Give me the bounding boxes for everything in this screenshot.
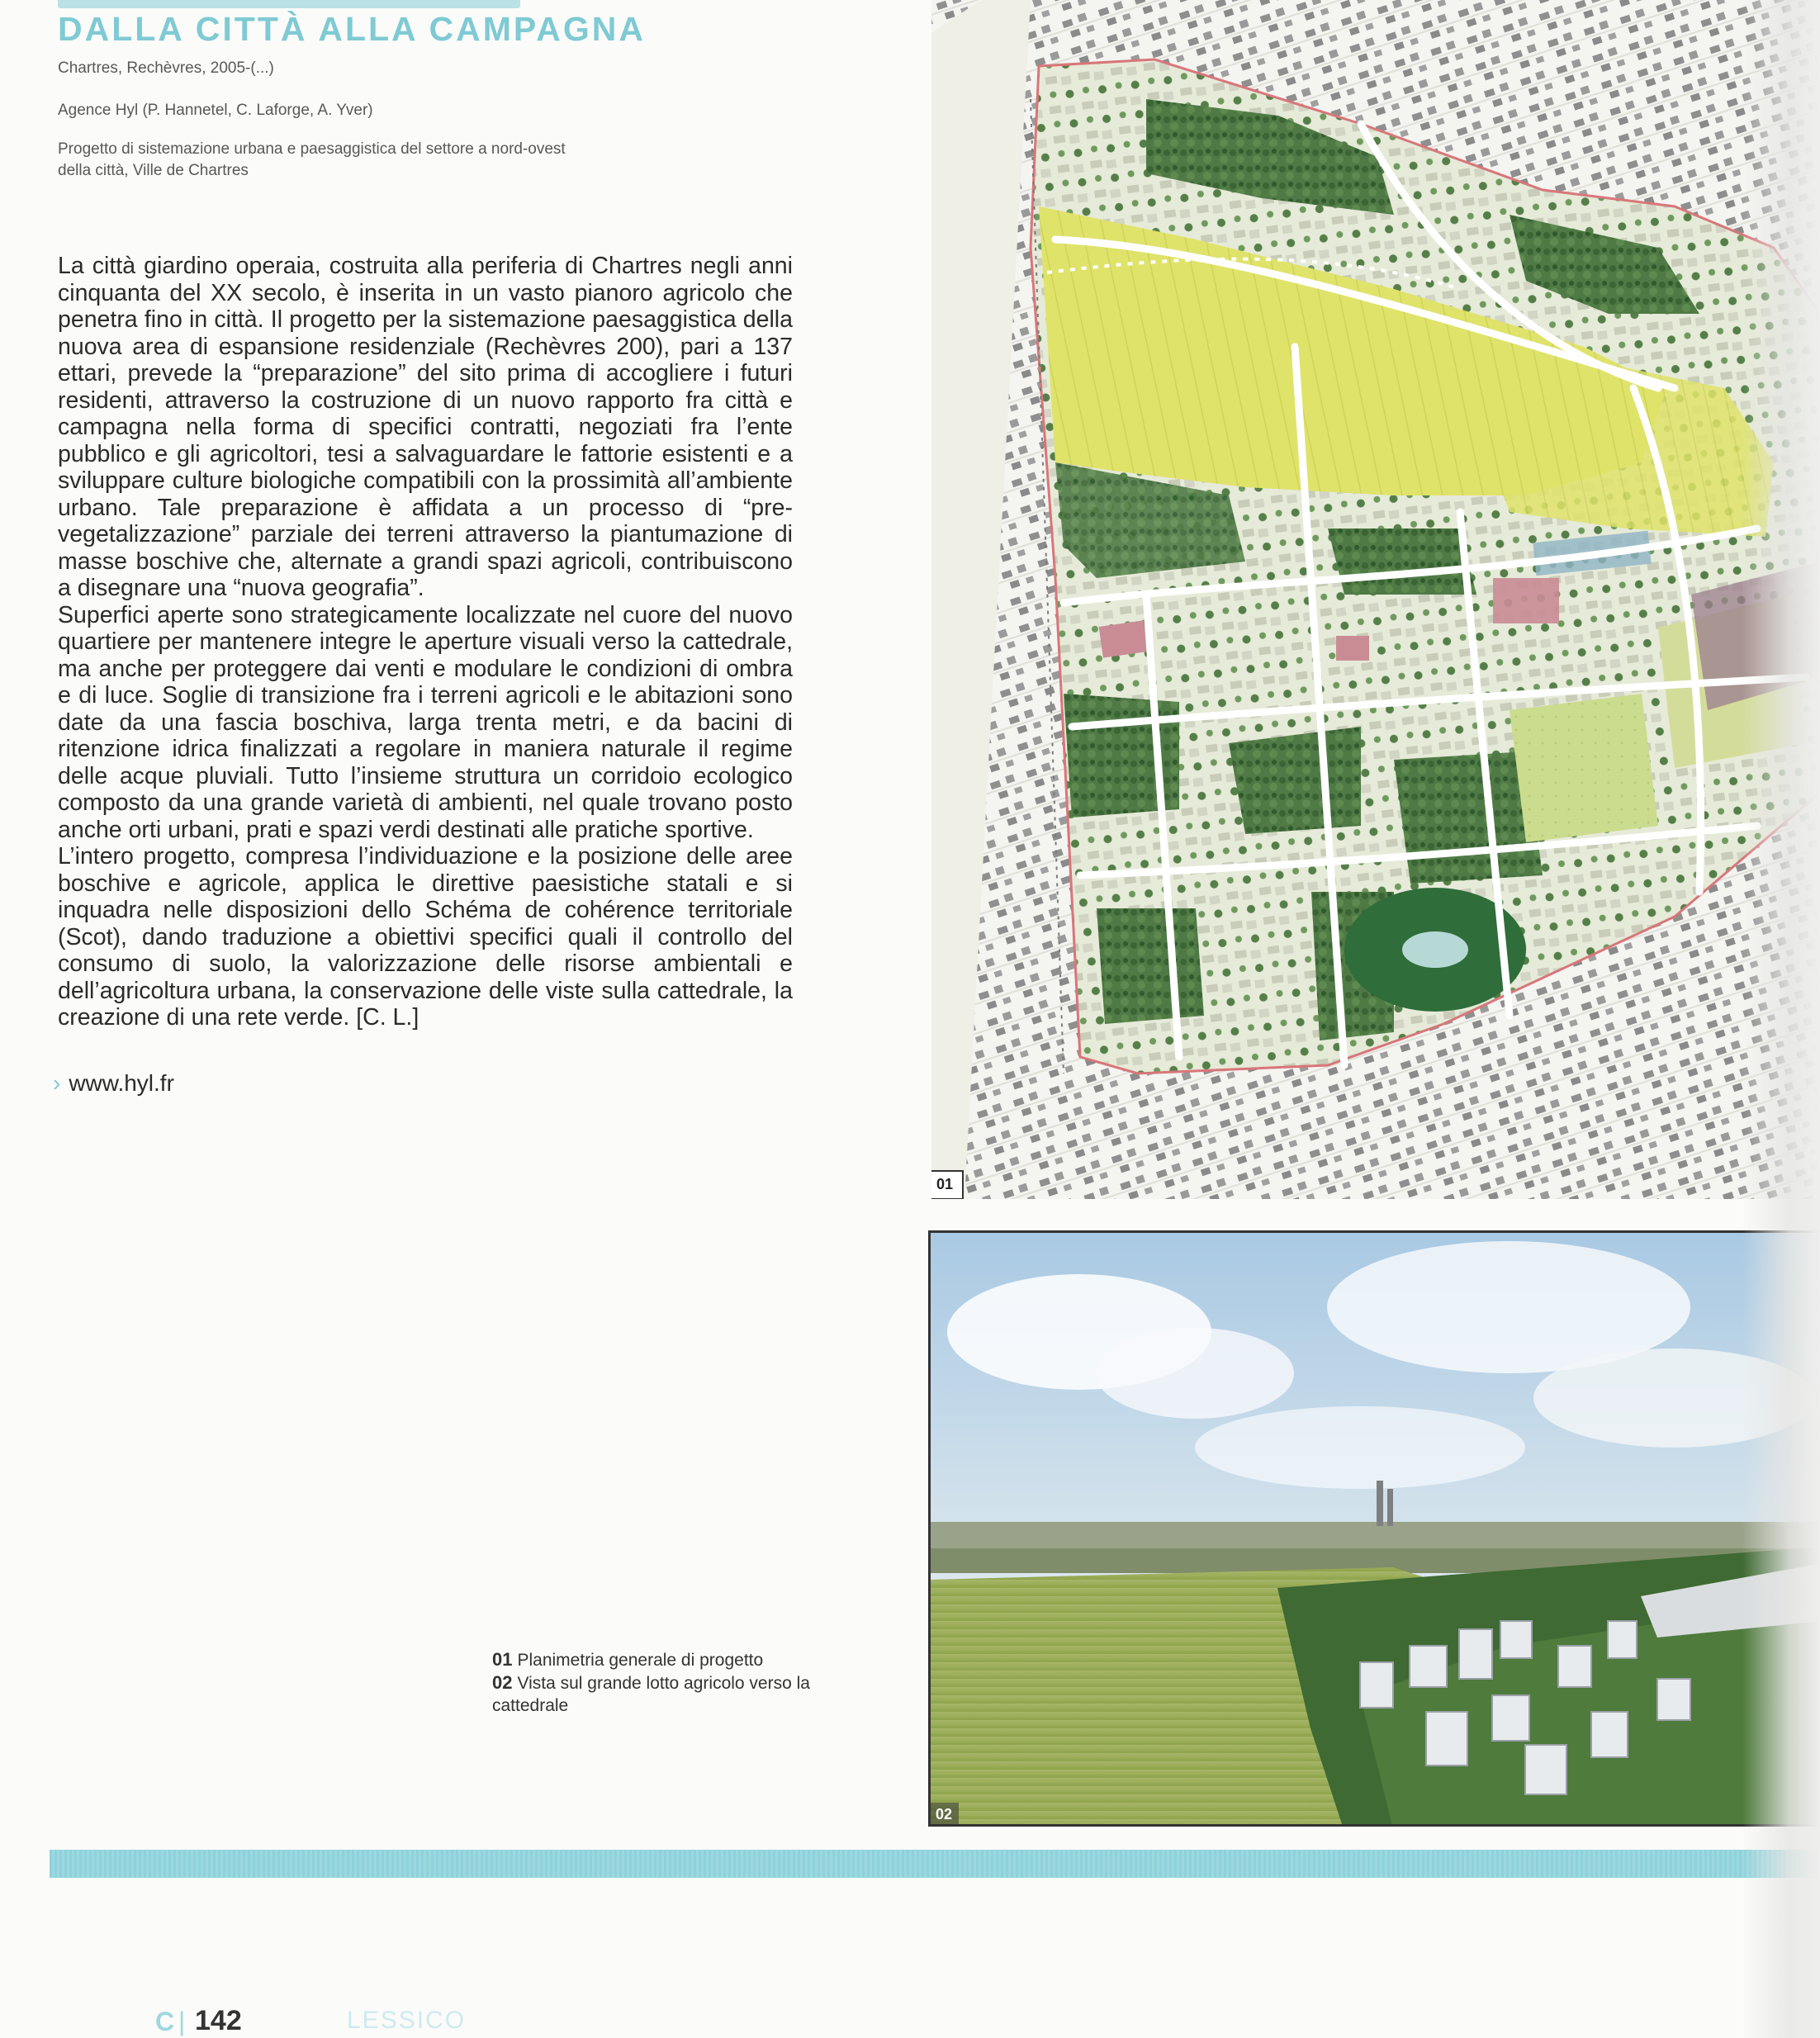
page-gutter-shadow: [1742, 0, 1820, 2038]
figure-captions: [492, 1648, 839, 1717]
aerial-view-image: [931, 1233, 1820, 1827]
figure-aerial-view: [928, 1230, 1820, 1827]
chevron-right-icon: ›: [53, 1070, 61, 1096]
figure-1-number: 01: [936, 1176, 954, 1192]
project-agency: Agence Hyl (P. Hannetel, C. Laforge, A. Yver): [58, 102, 373, 119]
page-title: DALLA CITTÀ ALLA CAMPAGNA: [58, 10, 646, 48]
project-location-dates: Chartres, Rechèvres, 2005-(...): [58, 59, 274, 77]
website-link[interactable]: www.hyl.fr: [69, 1070, 174, 1096]
masterplan-image: [931, 0, 1820, 1199]
figure-masterplan: [931, 0, 1820, 1199]
website-link-row[interactable]: [53, 1070, 174, 1097]
paragraph-3: L’intero progetto, compresa l’individuazione e la posizione delle aree boschive e agricole, applica le direttive paesistiche statali e si inquadra nelle disposizioni dello Schéma de cohérence territoriale (Scot), dando traduzione a obiettivi specifici quali il controllo del consumo di suolo, la valorizzazione delle risorse ambientali e dell’agricoltura urbana, la conservazione delle viste sulla cattedrale, la creazione di una rete verde. [C. L.]: [58, 843, 793, 1031]
paragraph-1: La città giardino operaia, costruita alla periferia di Chartres negli anni cinquanta del XX secolo, è inserita in un vasto pianoro agricolo che penetra fino in città. Il progetto per la sistemazione paesaggistica della nuova area di espansione residenziale (Rechèvres 200), pari a 137 ettari, prevede la “preparazione” del sito prima di accogliere i futuri residenti, attraverso la costruzione di un nuovo rapporto fra città e campagna nella forma di specifici contratti, negoziati fra l’ente pubblico e gli agricoltori, tesi a salvaguardare le fattorie esistenti e a sviluppare culture biologiche compatibili con la prossimità all’ambiente urbano. Tale preparazione è affidata a un processo di “pre-vegetalizzazione” parziale dei terreni attraverso la piantumazione di masse boschive che, alternate a grandi spazi agricoli, contribuiscono a disegnare una “nuova geografia”.: [58, 253, 793, 601]
paragraph-2: Superfici aperte sono strategicamente localizzate nel cuore del nuovo quartiere per mantenere integre le aperture visuali verso la cattedrale, ma anche per proteggere dai venti e modulare le condizioni di ombra e di luce. Soglie di transizione fra i terreni agricoli e le abitazioni sono date da una fascia boschiva, larga trenta metri, e da bacini di ritenzione idrica finalizzati a regolare in maniera naturale il regime delle acque pluviali. Tutto l’insieme struttura un corridoio ecologico composto da una grande varietà di ambienti, nel quale trovano posto anche orti urbani, prati e spazi verdi destinati alle pratiche sportive.: [58, 601, 793, 843]
footer-letter: C: [155, 2007, 175, 2036]
footer-section: LESSICO: [347, 2007, 467, 2034]
caption-1: 01 Planimetria generale di progetto: [492, 1649, 764, 1670]
cut-heading-fragment: [58, 0, 553, 10]
footer-separator: |: [178, 2007, 186, 2036]
caption-2: 02 Vista sul grande lotto agricolo verso la cattedrale: [492, 1672, 810, 1715]
project-description: Progetto di sistemazione urbana e paesaggistica del settore a nord-ovest della città, Ville de Chartres: [58, 140, 566, 179]
page-number: 142: [195, 2005, 242, 2036]
article-body: [58, 253, 793, 1031]
figure-2-number: 02: [936, 1806, 953, 1822]
decorative-band: [50, 1850, 1820, 1878]
